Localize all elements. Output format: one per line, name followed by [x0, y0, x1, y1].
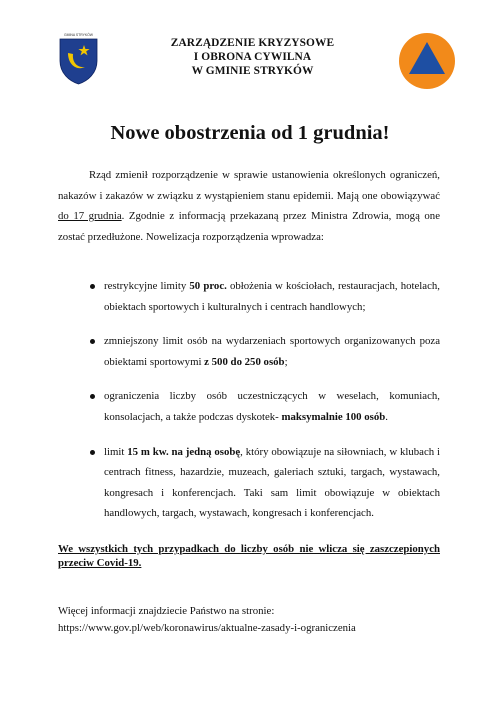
- intro-date: do 17 grudnia: [58, 210, 122, 223]
- item-emphasis: 50 proc.: [189, 280, 227, 292]
- item-emphasis: z 500 do 250 osób: [204, 355, 285, 368]
- vaccination-note: We wszystkich tych przypadkach do liczby osób nie wlicza się zaszczepionych przeciw Covid-19.: [58, 543, 440, 569]
- item-text: restrykcyjne limity: [104, 280, 190, 292]
- item-text: ograniczenia liczby osób uczestniczących w weselach, komuniach, konsolacjach, a także podczas dyskotek-: [104, 390, 440, 423]
- crest-caption: GMINA STRYKÓW: [64, 33, 93, 37]
- list-item: [88, 276, 440, 317]
- list-item: [88, 442, 440, 524]
- item-text: obłożenia w kościołach, restauracjach, hotelach, obiektach sportowych i kulturalnych i centrach handlowych;: [104, 280, 440, 313]
- header-title: [130, 36, 375, 78]
- item-text: , który obowiązuje na siłowniach, w klubach i centrach fitness, hazardzie, muzeach, galeriach sztuki, targach, wystawach, kongresach i konferencjach. Taki sam limit obowiązuje w obiektach handlowych, targach, wystawach, kongresach i konferencjach.: [104, 445, 440, 520]
- item-text: .: [385, 410, 388, 423]
- bullet-icon: [90, 339, 95, 344]
- civil-defence-emblem-icon: [398, 32, 456, 90]
- restrictions-list: [88, 276, 440, 524]
- bullet-icon: [90, 450, 95, 455]
- intro-text: . Zgodnie z informacją przekazaną przez Ministra Zdrowia, mogą one zostać przedłużone. Nowelizacja rozporządzenia wprowadza:: [58, 210, 440, 243]
- page-title: Nowe obostrzenia od 1 grudnia!: [110, 122, 390, 144]
- list-item: [88, 386, 440, 427]
- intro-paragraph: [58, 165, 440, 247]
- item-text: limit: [104, 445, 128, 458]
- header-title-line: ZARZĄDZENIE KRYZYSOWE: [170, 37, 335, 49]
- item-emphasis: maksymalnie 100 osób: [281, 410, 386, 423]
- more-info-text: Więcej informacji znajdziecie Państwo na stronie:: [58, 605, 275, 617]
- list-item: [88, 331, 440, 372]
- bullet-icon: [90, 284, 95, 289]
- more-info-link[interactable]: https://www.gov.pl/web/koronawirus/aktualne-zasady-i-ograniczenia: [58, 622, 356, 634]
- strykow-crest-icon: [57, 33, 100, 85]
- item-text: ;: [284, 355, 288, 368]
- header-title-line: W GMINIE STRYKÓW: [191, 65, 314, 77]
- item-emphasis: 15 m kw. na jedną osobę: [127, 445, 241, 458]
- bullet-icon: [90, 394, 95, 399]
- item-text: zmniejszony limit osób na wydarzeniach sportowych organizowanych poza obiektami sportowymi: [104, 335, 440, 368]
- intro-text: Rząd zmienił rozporządzenie w sprawie ustanowienia określonych ograniczeń, nakazów i zakazów w związku z wystąpieniem stanu epidemii. Mają one obowiązywać: [58, 169, 440, 202]
- header-title-line: I OBRONA CYWILNA: [193, 51, 312, 63]
- more-info: [58, 603, 458, 637]
